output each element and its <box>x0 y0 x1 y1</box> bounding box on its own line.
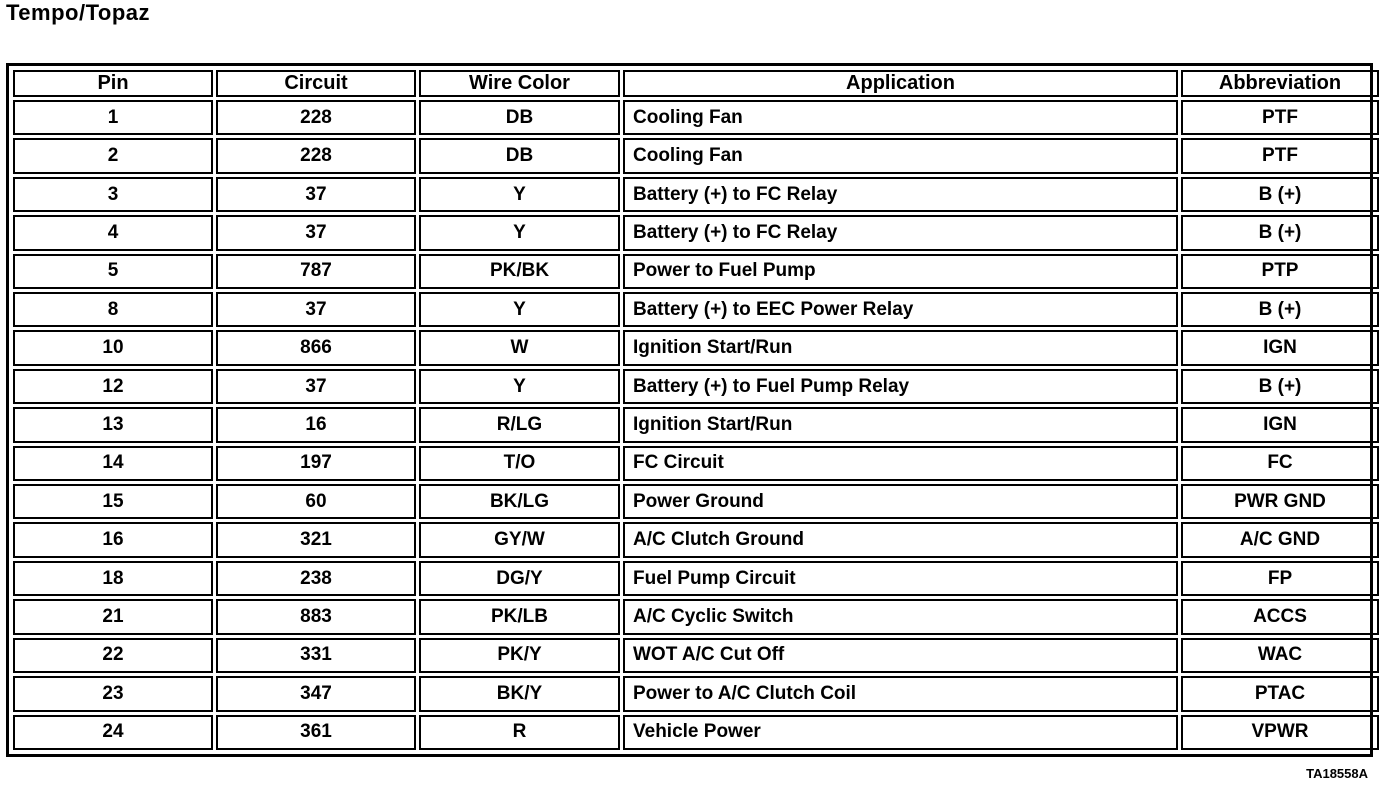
cell-wire-color: Y <box>419 292 620 327</box>
table-row <box>13 446 1379 481</box>
cell-pin: 18 <box>13 561 213 596</box>
cell-circuit: 866 <box>216 330 416 365</box>
cell-abbreviation: PTP <box>1181 254 1379 289</box>
cell-application: Battery (+) to FC Relay <box>623 177 1178 212</box>
cell-circuit: 37 <box>216 215 416 250</box>
cell-circuit: 331 <box>216 638 416 673</box>
table-row <box>13 254 1379 289</box>
cell-application: A/C Clutch Ground <box>623 522 1178 557</box>
cell-application: Cooling Fan <box>623 138 1178 173</box>
cell-wire-color: PK/BK <box>419 254 620 289</box>
cell-application: FC Circuit <box>623 446 1178 481</box>
pin-table-frame <box>6 63 1373 757</box>
cell-pin: 21 <box>13 599 213 634</box>
cell-wire-color: T/O <box>419 446 620 481</box>
column-header-wire-color: Wire Color <box>419 70 620 97</box>
cell-wire-color: BK/Y <box>419 676 620 711</box>
table-row <box>13 215 1379 250</box>
cell-circuit: 361 <box>216 715 416 751</box>
cell-pin: 5 <box>13 254 213 289</box>
cell-circuit: 37 <box>216 177 416 212</box>
cell-application: Fuel Pump Circuit <box>623 561 1178 596</box>
cell-abbreviation: PTF <box>1181 138 1379 173</box>
cell-wire-color: R/LG <box>419 407 620 442</box>
cell-pin: 22 <box>13 638 213 673</box>
cell-pin: 12 <box>13 369 213 404</box>
table-row <box>13 177 1379 212</box>
table-row <box>13 561 1379 596</box>
cell-circuit: 228 <box>216 138 416 173</box>
cell-wire-color: R <box>419 715 620 751</box>
cell-pin: 16 <box>13 522 213 557</box>
cell-pin: 1 <box>13 100 213 135</box>
cell-application: A/C Cyclic Switch <box>623 599 1178 634</box>
column-header-circuit: Circuit <box>216 70 416 97</box>
table-row <box>13 484 1379 519</box>
cell-circuit: 228 <box>216 100 416 135</box>
figure-reference: TA18558A <box>1306 766 1368 781</box>
cell-application: Cooling Fan <box>623 100 1178 135</box>
table-row <box>13 676 1379 711</box>
cell-circuit: 238 <box>216 561 416 596</box>
table-body <box>13 100 1379 750</box>
cell-wire-color: BK/LG <box>419 484 620 519</box>
cell-application: Power to Fuel Pump <box>623 254 1178 289</box>
table-header-row <box>13 70 1379 97</box>
table-row <box>13 638 1379 673</box>
cell-wire-color: Y <box>419 177 620 212</box>
cell-application: Vehicle Power <box>623 715 1178 751</box>
cell-application: Power to A/C Clutch Coil <box>623 676 1178 711</box>
column-header-abbreviation: Abbreviation <box>1181 70 1379 97</box>
table-row <box>13 292 1379 327</box>
cell-circuit: 60 <box>216 484 416 519</box>
table-row <box>13 522 1379 557</box>
cell-circuit: 321 <box>216 522 416 557</box>
cell-application: Battery (+) to EEC Power Relay <box>623 292 1178 327</box>
table-row <box>13 138 1379 173</box>
cell-circuit: 37 <box>216 369 416 404</box>
cell-abbreviation: B (+) <box>1181 369 1379 404</box>
cell-pin: 13 <box>13 407 213 442</box>
cell-circuit: 883 <box>216 599 416 634</box>
table-row <box>13 715 1379 751</box>
cell-abbreviation: B (+) <box>1181 177 1379 212</box>
table-row <box>13 599 1379 634</box>
column-header-pin: Pin <box>13 70 213 97</box>
cell-wire-color: GY/W <box>419 522 620 557</box>
cell-abbreviation: IGN <box>1181 407 1379 442</box>
cell-pin: 23 <box>13 676 213 711</box>
cell-abbreviation: FC <box>1181 446 1379 481</box>
cell-abbreviation: IGN <box>1181 330 1379 365</box>
cell-wire-color: DB <box>419 100 620 135</box>
cell-wire-color: W <box>419 330 620 365</box>
cell-circuit: 347 <box>216 676 416 711</box>
cell-pin: 24 <box>13 715 213 751</box>
cell-pin: 4 <box>13 215 213 250</box>
cell-wire-color: DB <box>419 138 620 173</box>
cell-abbreviation: PTAC <box>1181 676 1379 711</box>
table-row <box>13 100 1379 135</box>
cell-wire-color: PK/Y <box>419 638 620 673</box>
cell-abbreviation: ACCS <box>1181 599 1379 634</box>
pin-table <box>10 67 1382 753</box>
cell-abbreviation: FP <box>1181 561 1379 596</box>
cell-application: Ignition Start/Run <box>623 330 1178 365</box>
page-title: Tempo/Topaz <box>6 0 151 25</box>
cell-circuit: 37 <box>216 292 416 327</box>
table-row <box>13 407 1379 442</box>
cell-wire-color: Y <box>419 369 620 404</box>
cell-wire-color: DG/Y <box>419 561 620 596</box>
cell-application: WOT A/C Cut Off <box>623 638 1178 673</box>
cell-wire-color: PK/LB <box>419 599 620 634</box>
cell-pin: 10 <box>13 330 213 365</box>
cell-pin: 8 <box>13 292 213 327</box>
cell-abbreviation: WAC <box>1181 638 1379 673</box>
column-header-application: Application <box>623 70 1178 97</box>
cell-abbreviation: VPWR <box>1181 715 1379 751</box>
cell-circuit: 787 <box>216 254 416 289</box>
cell-circuit: 197 <box>216 446 416 481</box>
cell-pin: 2 <box>13 138 213 173</box>
cell-application: Battery (+) to Fuel Pump Relay <box>623 369 1178 404</box>
cell-pin: 3 <box>13 177 213 212</box>
cell-abbreviation: B (+) <box>1181 215 1379 250</box>
table-row <box>13 369 1379 404</box>
cell-application: Battery (+) to FC Relay <box>623 215 1178 250</box>
cell-application: Power Ground <box>623 484 1178 519</box>
cell-abbreviation: PTF <box>1181 100 1379 135</box>
cell-abbreviation: B (+) <box>1181 292 1379 327</box>
cell-circuit: 16 <box>216 407 416 442</box>
cell-pin: 15 <box>13 484 213 519</box>
cell-pin: 14 <box>13 446 213 481</box>
table-row <box>13 330 1379 365</box>
cell-abbreviation: A/C GND <box>1181 522 1379 557</box>
cell-application: Ignition Start/Run <box>623 407 1178 442</box>
cell-wire-color: Y <box>419 215 620 250</box>
cell-abbreviation: PWR GND <box>1181 484 1379 519</box>
